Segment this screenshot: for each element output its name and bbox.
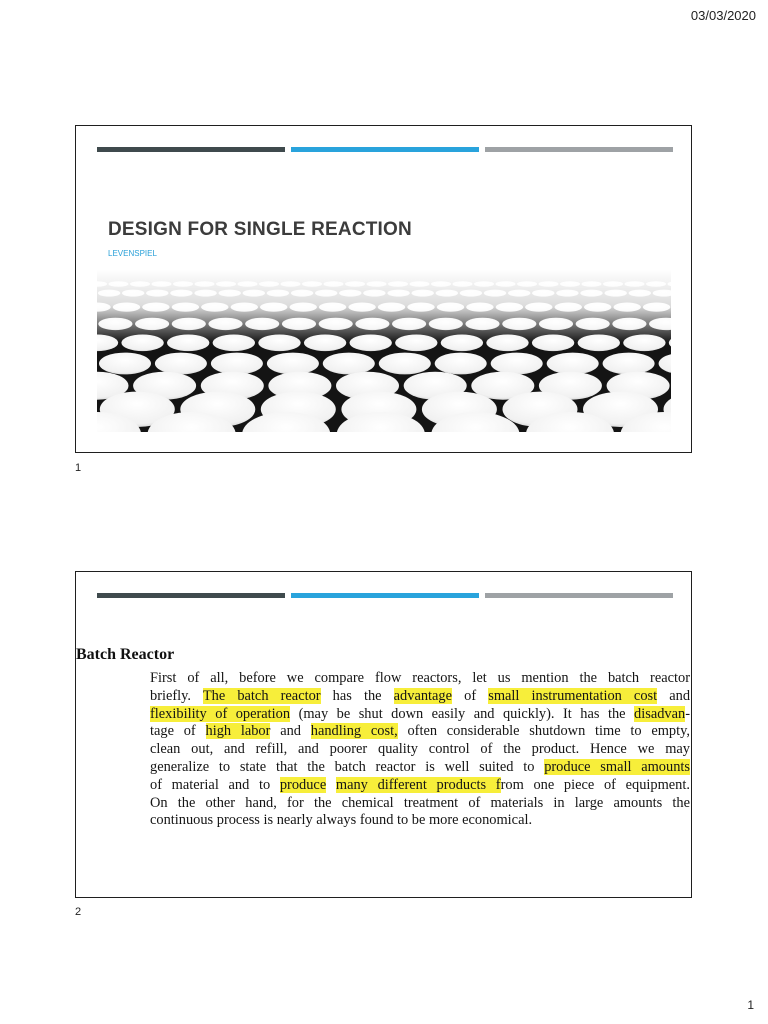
accent-bars: [97, 147, 672, 152]
highlighted-phrase: handling cost,: [310, 723, 398, 740]
text-line: [150, 777, 690, 795]
text-line: [150, 795, 690, 813]
accent-bars: [97, 593, 672, 598]
text-line: [150, 706, 690, 724]
text-line: [150, 723, 690, 741]
highlighted-phrase: produce small amounts: [544, 758, 690, 775]
accent-bar-blue: [291, 147, 479, 152]
accent-bar-blue: [291, 593, 479, 598]
text-line: [150, 759, 690, 777]
text-run: often considerable shutdown time to empty,: [397, 723, 690, 740]
text-run: clean out, and refill, and poorer quality control of the product. Hence we may: [150, 741, 690, 758]
highlighted-phrase: many different products f: [335, 776, 501, 793]
slide-number: 1: [75, 462, 82, 474]
accent-bar-dark: [97, 147, 285, 152]
highlighted-phrase: produce: [279, 776, 327, 793]
text-run: has the: [320, 687, 394, 704]
accent-bar-dark: [97, 593, 285, 598]
text-line: [150, 741, 690, 759]
slide-2: [75, 571, 692, 898]
text-run: briefly.: [150, 687, 203, 704]
text-run: (may be shut down easily and quickly). It has the: [290, 705, 635, 722]
accent-bar-gray: [485, 593, 673, 598]
body-paragraph: [150, 670, 690, 830]
text-line: [150, 670, 690, 688]
text-run: [326, 777, 336, 793]
section-heading: Batch Reactor: [76, 646, 175, 663]
text-run: and: [657, 687, 691, 704]
text-run: generalize to state that the batch reactor is well suited to: [150, 758, 545, 775]
highlighted-phrase: The batch reactor: [202, 687, 321, 704]
slide-1: [75, 125, 692, 453]
text-run: of: [452, 687, 489, 704]
text-run: of material and to: [150, 776, 280, 793]
print-date: 03/03/2020: [690, 8, 756, 23]
highlighted-phrase: disadvan: [634, 705, 686, 722]
slide-number: 2: [75, 906, 82, 918]
accent-bar-gray: [485, 147, 673, 152]
text-run: tage of: [150, 723, 206, 740]
text-run: -: [685, 705, 690, 722]
discs-photo: [97, 270, 671, 432]
text-run: rom one piece of equipment.: [500, 776, 690, 793]
highlighted-phrase: small instrumentation cost: [488, 687, 658, 704]
highlighted-phrase: flexibility of operation: [150, 705, 291, 722]
text-line: [150, 812, 690, 830]
slide-subtitle: LEVENSPIEL: [108, 249, 157, 258]
highlighted-phrase: high labor: [205, 723, 271, 740]
text-line: [150, 688, 690, 706]
text-run: First of all, before we compare flow reactors, let us mention the batch reactor: [150, 670, 690, 686]
highlighted-phrase: advantage: [393, 687, 453, 704]
text-run: continuous process is nearly always found to be more economical.: [150, 812, 533, 829]
page-number: 1: [747, 998, 754, 1012]
text-run: On the other hand, for the chemical treatment of materials in large amounts the: [150, 794, 690, 811]
text-run: and: [270, 723, 311, 740]
slide-title: DESIGN FOR SINGLE REACTION: [108, 219, 412, 240]
